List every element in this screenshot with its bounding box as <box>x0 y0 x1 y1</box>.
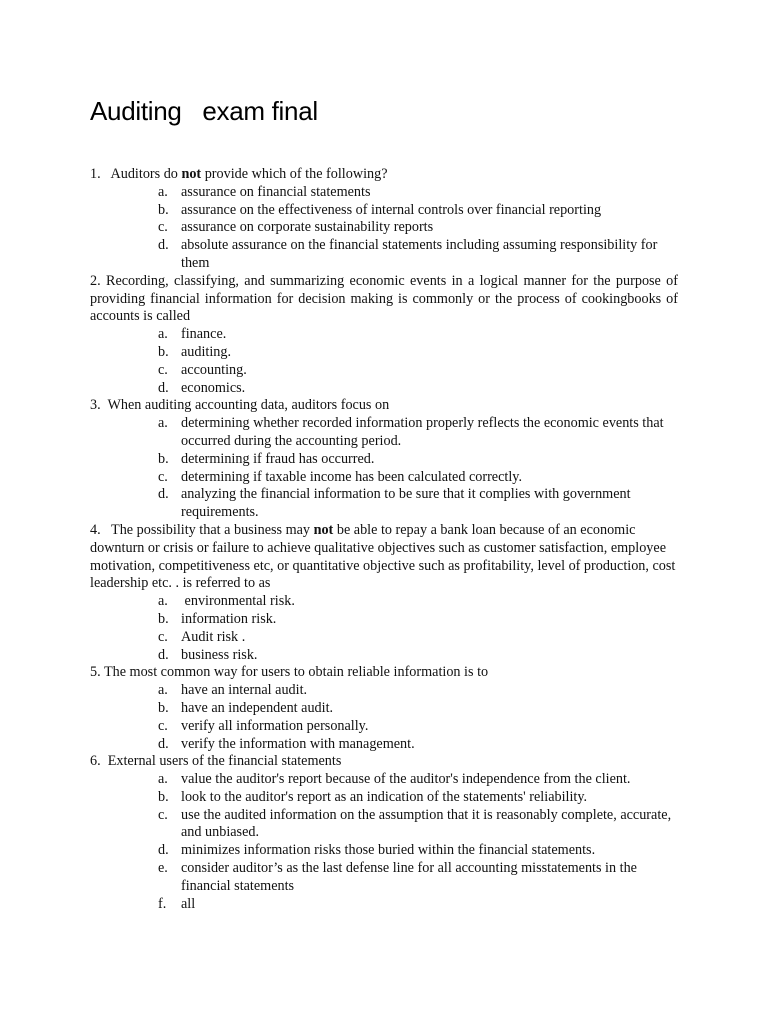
option-item <box>90 451 678 469</box>
option-item <box>90 362 678 380</box>
option-text: have an internal audit. <box>181 682 308 699</box>
option-letter: a. <box>158 593 168 610</box>
option-text: look to the auditor's report as an indication of the statements' reliability. <box>181 788 588 805</box>
option-item <box>90 415 678 451</box>
question-2 <box>90 273 678 398</box>
option-item <box>90 771 678 789</box>
option-item <box>90 184 678 202</box>
option-letter: b. <box>158 788 169 805</box>
option-item <box>90 718 678 736</box>
option-item <box>90 469 678 487</box>
question-stem: 3. When auditing accounting data, auditors focus on <box>90 397 390 414</box>
option-item <box>90 629 678 647</box>
option-letter: a. <box>158 771 168 788</box>
question-6 <box>90 753 678 913</box>
question-3 <box>90 397 678 522</box>
option-letter: d. <box>158 486 169 503</box>
question-4 <box>90 522 678 664</box>
option-text: have an independent audit. <box>181 699 334 716</box>
options-list <box>90 771 678 913</box>
question-list <box>90 166 678 913</box>
emphasis: not <box>313 521 334 538</box>
option-letter: c. <box>158 717 168 734</box>
option-letter: d. <box>158 735 169 752</box>
option-letter: b. <box>158 699 169 716</box>
options-list <box>90 184 678 273</box>
option-item <box>90 647 678 665</box>
option-text: information risk. <box>181 610 277 627</box>
option-item <box>90 682 678 700</box>
option-text: accounting. <box>181 361 247 378</box>
option-letter: d. <box>158 646 169 663</box>
option-item <box>90 611 678 629</box>
option-item <box>90 344 678 362</box>
option-text: consider auditor’s as the last defense line for all accounting misstatements in the financial statements <box>181 860 637 894</box>
question-number: 6. <box>90 753 108 770</box>
option-letter: b. <box>158 343 169 360</box>
option-letter: c. <box>158 361 168 378</box>
option-text: all <box>181 895 196 912</box>
question-number: 2. <box>90 272 106 289</box>
option-letter: f. <box>158 895 167 912</box>
option-letter: c. <box>158 468 168 485</box>
option-item <box>90 700 678 718</box>
option-text: value the auditor's report because of the auditor's independence from the client. <box>181 771 631 788</box>
option-letter: e. <box>158 860 168 877</box>
option-letter: d. <box>158 842 169 859</box>
option-text: determining whether recorded information properly reflects the economic events that occurred during the accounting period. <box>181 415 664 449</box>
option-text: assurance on financial statements <box>181 183 371 200</box>
option-text: determining if taxable income has been calculated correctly. <box>181 468 522 485</box>
option-text: assurance on corporate sustainability reports <box>181 219 434 236</box>
question-stem: 6. External users of the financial statements <box>90 753 342 770</box>
option-letter: d. <box>158 379 169 396</box>
option-item <box>90 380 678 398</box>
option-text: Audit risk . <box>181 628 246 645</box>
option-letter: a. <box>158 682 168 699</box>
option-letter: d. <box>158 237 169 254</box>
option-item <box>90 202 678 220</box>
option-letter: a. <box>158 415 168 432</box>
option-item <box>90 593 678 611</box>
document-title: Auditing exam final <box>90 96 318 126</box>
option-letter: a. <box>158 183 168 200</box>
option-letter: c. <box>158 219 168 236</box>
option-text: verify all information personally. <box>181 717 369 734</box>
option-letter: c. <box>158 628 168 645</box>
option-text: assurance on the effectiveness of internal controls over financial reporting <box>181 201 602 218</box>
option-text: business risk. <box>181 646 258 663</box>
option-item <box>90 896 678 914</box>
option-text: environmental risk. <box>181 593 295 610</box>
options-list <box>90 415 678 522</box>
question-number: 3. <box>90 397 108 414</box>
option-item <box>90 842 678 860</box>
options-list <box>90 326 678 397</box>
option-item <box>90 219 678 237</box>
option-letter: b. <box>158 201 169 218</box>
option-item <box>90 326 678 344</box>
option-item <box>90 736 678 754</box>
question-number: 5. <box>90 664 104 681</box>
option-item <box>90 807 678 843</box>
option-item <box>90 237 678 273</box>
emphasis: not <box>181 166 202 182</box>
option-text: auditing. <box>181 343 232 360</box>
options-list <box>90 593 678 664</box>
option-item <box>90 789 678 807</box>
question-stem: 4. The possibility that a business may not be able to repay a bank loan because of an economic downturn or crisis or failure to achieve qualitative objectives such as customer satisfaction, employee motivation, competitiveness etc, or quantitative objective such as profitability, level of production, cost leadership etc. . is referred to as <box>90 521 676 592</box>
question-number: 4. <box>90 521 112 538</box>
option-text: minimizes information risks those buried within the financial statements. <box>181 842 596 859</box>
option-letter: b. <box>158 610 169 627</box>
option-item <box>90 860 678 896</box>
option-text: absolute assurance on the financial statements including assuming responsibility for them <box>181 237 658 271</box>
question-number: 1. <box>90 166 111 182</box>
option-text: economics. <box>181 379 246 396</box>
options-list <box>90 682 678 753</box>
question-5 <box>90 664 678 753</box>
question-stem: 2. Recording, classifying, and summarizing economic events in a logical manner for the purpose of providing financial information for decision making is commonly or the process of cookingbooks of accounts is called <box>90 272 679 325</box>
option-letter: b. <box>158 450 169 467</box>
question-stem: 5. The most common way for users to obtain reliable information is to <box>90 664 489 681</box>
option-text: finance. <box>181 326 227 343</box>
option-item <box>90 486 678 522</box>
option-letter: a. <box>158 326 168 343</box>
question-stem: 1. Auditors do not provide which of the following? <box>90 166 388 182</box>
option-text: verify the information with management. <box>181 735 415 752</box>
option-text: analyzing the financial information to be sure that it complies with government requirements. <box>181 486 631 521</box>
option-letter: c. <box>158 806 168 823</box>
option-text: use the audited information on the assumption that it is reasonably complete, accurate, and unbiased. <box>181 806 672 841</box>
option-text: determining if fraud has occurred. <box>181 450 375 467</box>
question-1 <box>90 166 678 273</box>
